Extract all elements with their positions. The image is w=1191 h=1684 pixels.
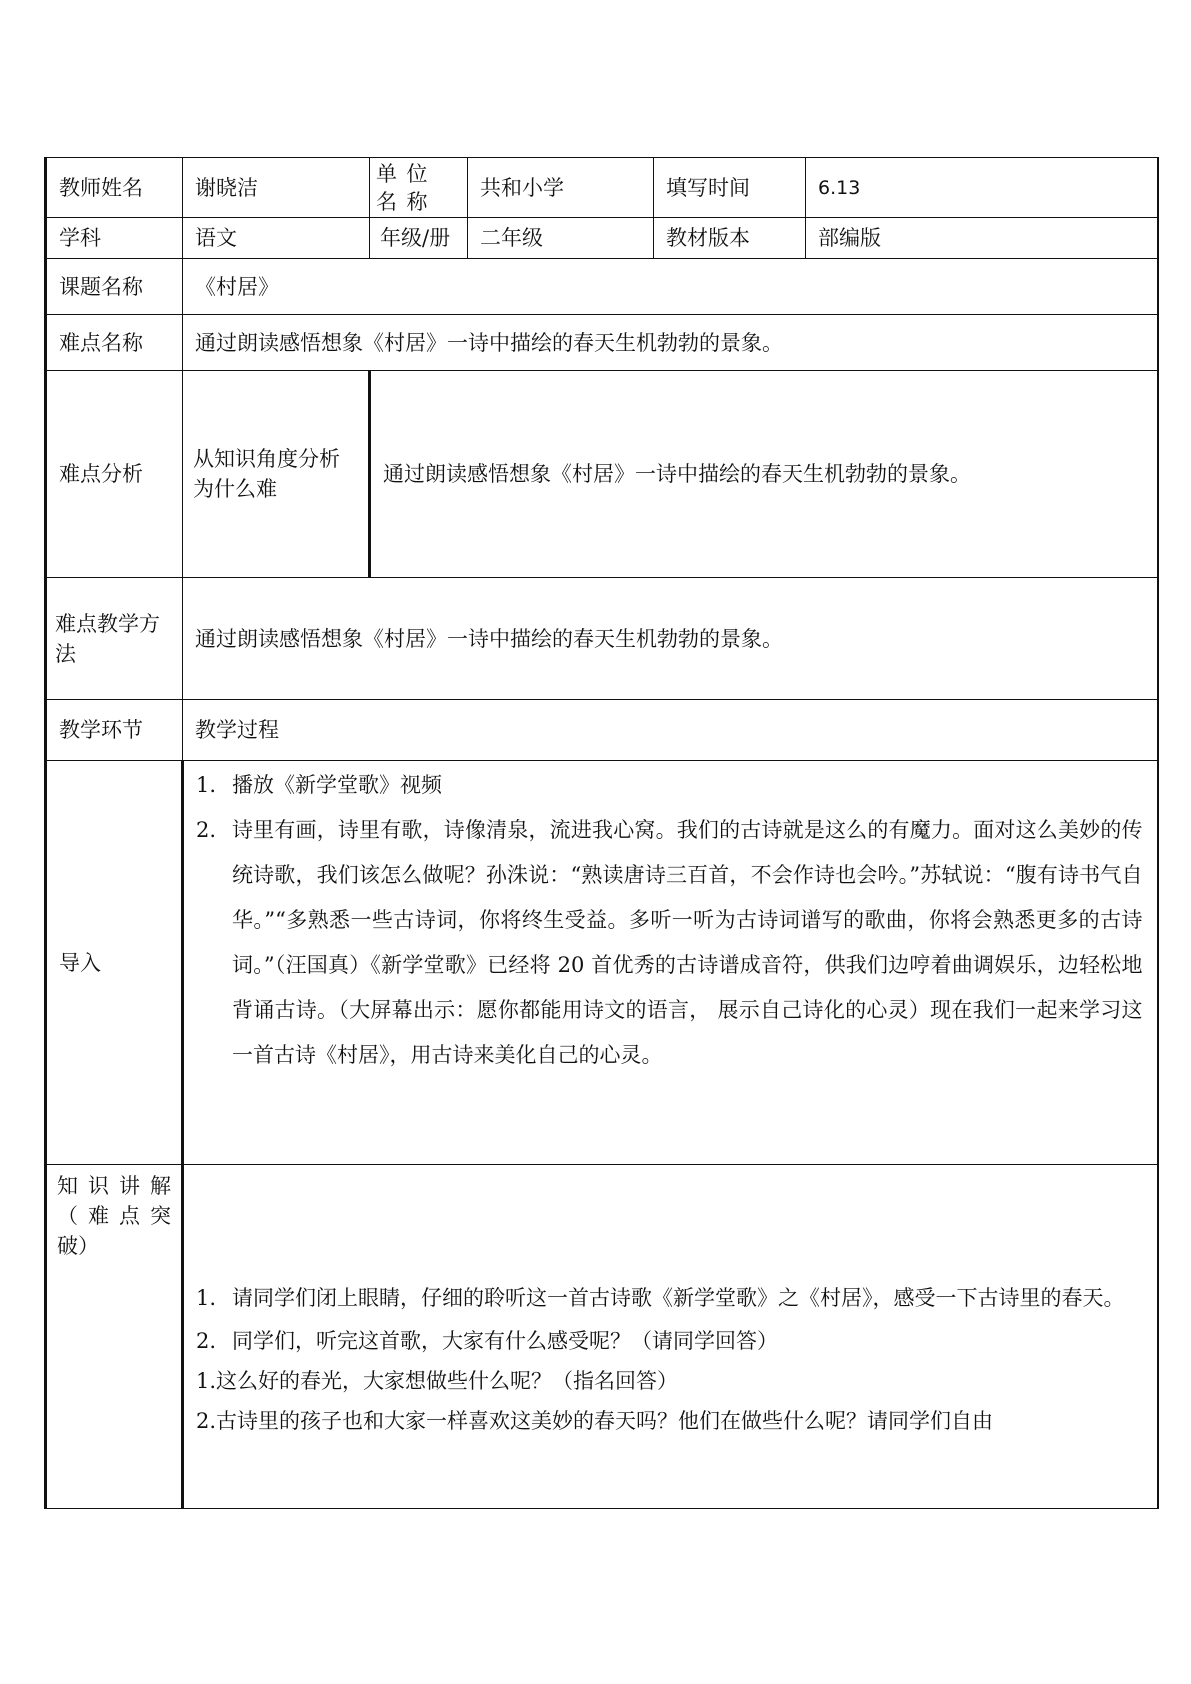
fill-date-label: 填写时间 <box>654 158 806 218</box>
difficulty-value: 通过朗读感悟想象《村居》一诗中描绘的春天生机勃勃的景象。 <box>183 315 1158 371</box>
method-value: 通过朗读感悟想象《村居》一诗中描绘的春天生机勃勃的景象。 <box>183 578 1158 700</box>
list-item <box>196 763 1143 808</box>
list-text: 请同学们闭上眼睛，仔细的聆听这一首古诗歌《新学堂歌》之《村居》，感受一下古诗里的春天。 <box>232 1286 1125 1310</box>
knowledge-line: 1.这么好的春光，大家想做些什么呢？（指名回答） <box>196 1369 679 1393</box>
list-number: 2. <box>196 1329 217 1353</box>
list-item <box>196 1276 1143 1321</box>
topic-label: 课题名称 <box>46 259 183 315</box>
teacher-name-label: 教师姓名 <box>46 158 183 218</box>
difficulty-label: 难点名称 <box>46 315 183 371</box>
intro-content <box>183 761 1158 1165</box>
grade-label: 年级/册 <box>370 218 468 259</box>
lesson-plan-table <box>44 157 1159 1509</box>
teacher-name-value: 谢晓洁 <box>183 158 370 218</box>
method-label: 难点教学方法 <box>46 578 183 700</box>
list-number: 1. <box>196 773 217 797</box>
header-row-1 <box>46 158 1158 218</box>
list-text: 诗里有画，诗里有歌，诗像清泉，流进我心窝。我们的古诗就是这么的有魔力。面对这么美妙的传统诗歌，我们该怎么做呢？孙洙说：“熟读唐诗三百首，不会作诗也会吟。”苏轼说：“腹有诗书气自华。”“多熟悉一些古诗词，你将终生受益。多听一听为古诗词谱写的歌曲，你将会熟悉更多的古诗词。”（汪国真）《新学堂歌》已经将 20 首优秀的古诗谱成音符，供我们边哼着曲调娱乐，边轻松地背诵古诗。（大屏幕出示：愿你都能用诗文的语言， 展示自己诗化的心灵）现在我们一起来学习这一首古诗《村居》，用古诗来美化自己的心灵。 <box>232 818 1143 1067</box>
list-text: 同学们，听完这首歌，大家有什么感受呢？（请同学回答） <box>232 1329 778 1353</box>
list-item <box>196 808 1143 1078</box>
list-number: 1. <box>196 1286 217 1310</box>
process-stage-value: 教学过程 <box>183 700 1158 761</box>
process-header-row <box>46 700 1158 761</box>
knowledge-content <box>183 1165 1158 1509</box>
knowledge-row <box>46 1165 1158 1509</box>
subject-value: 语文 <box>183 218 370 259</box>
unit-name-label: 单位名称 <box>370 158 468 218</box>
list-item <box>196 1321 1143 1361</box>
knowledge-line: 2.古诗里的孩子也和大家一样喜欢这美妙的春天吗？他们在做些什么呢？请同学们自由 <box>196 1409 994 1433</box>
edition-value: 部编版 <box>806 218 1158 259</box>
intro-label: 导入 <box>46 761 183 1165</box>
intro-row <box>46 761 1158 1165</box>
analysis-value: 通过朗读感悟想象《村居》一诗中描绘的春天生机勃勃的景象。 <box>370 371 1158 578</box>
topic-value: 《村居》 <box>183 259 1158 315</box>
method-row <box>46 578 1158 700</box>
list-number: 2. <box>196 818 217 842</box>
analysis-row <box>46 371 1158 578</box>
header-row-2 <box>46 218 1158 259</box>
topic-row <box>46 259 1158 315</box>
list-text: 播放《新学堂歌》视频 <box>232 773 442 797</box>
analysis-label: 难点分析 <box>46 371 183 578</box>
process-stage-label: 教学环节 <box>46 700 183 761</box>
lesson-plan-document <box>44 157 1156 1509</box>
unit-name-value: 共和小学 <box>468 158 654 218</box>
fill-date-value: 6.13 <box>806 158 1158 218</box>
knowledge-list <box>196 1276 1143 1361</box>
intro-list <box>196 763 1143 1078</box>
edition-label: 教材版本 <box>654 218 806 259</box>
knowledge-label: 知识讲解（难点突破） <box>46 1165 183 1509</box>
subject-label: 学科 <box>46 218 183 259</box>
grade-value: 二年级 <box>468 218 654 259</box>
analysis-sub-label: 从知识角度分析为什么难 <box>183 371 370 578</box>
difficulty-row <box>46 315 1158 371</box>
